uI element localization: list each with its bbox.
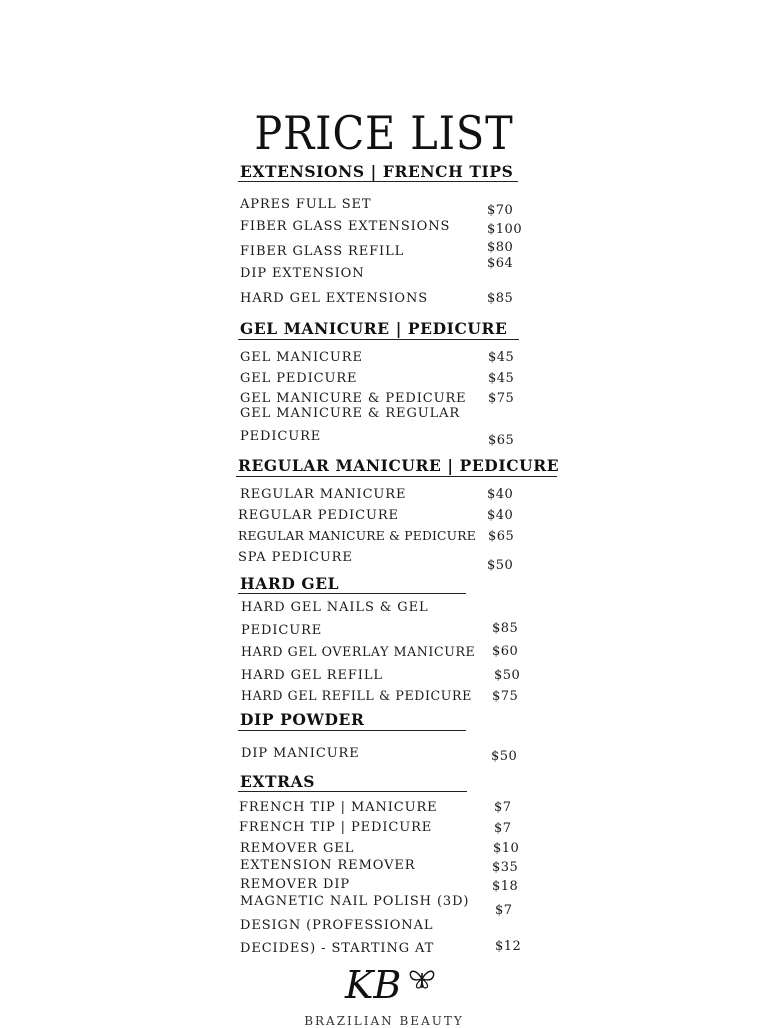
menu-item-price: $60 bbox=[492, 644, 519, 659]
menu-item-name: FIBER GLASS REFILL bbox=[240, 244, 405, 259]
menu-item-name: HARD GEL EXTENSIONS bbox=[240, 291, 429, 306]
menu-item-name: SPA PEDICURE bbox=[238, 550, 353, 565]
menu-item-price: $7 bbox=[494, 800, 512, 815]
section-heading-hard-gel: HARD GEL bbox=[240, 574, 340, 593]
menu-item-price: $50 bbox=[491, 749, 518, 764]
menu-item-name: HARD GEL OVERLAY MANICURE bbox=[241, 644, 476, 659]
menu-item-price: $50 bbox=[494, 668, 521, 683]
menu-item-name: DESIGN (PROFESSIONAL bbox=[240, 918, 434, 933]
menu-item-name-line2: DECIDES) - STARTING AT bbox=[240, 941, 435, 956]
section-divider bbox=[238, 593, 466, 594]
section-divider bbox=[238, 730, 466, 731]
section-divider bbox=[236, 476, 557, 477]
menu-item-price: $75 bbox=[492, 689, 519, 704]
menu-item-name: DIP EXTENSION bbox=[240, 266, 365, 281]
menu-item-name: REMOVER GEL bbox=[240, 841, 355, 856]
butterfly-icon bbox=[407, 966, 437, 992]
menu-item-price: $7 bbox=[494, 821, 512, 836]
menu-item-price: $18 bbox=[492, 879, 519, 894]
menu-item-name: REMOVER DIP bbox=[240, 877, 351, 892]
menu-item-name: HARD GEL REFILL & PEDICURE bbox=[241, 688, 472, 703]
menu-item-price: $65 bbox=[488, 433, 515, 448]
section-divider bbox=[238, 339, 519, 340]
menu-item-name: HARD GEL NAILS & GEL bbox=[241, 600, 429, 615]
menu-item-price: $70 bbox=[487, 203, 514, 218]
logo-monogram: KB bbox=[345, 963, 402, 1007]
menu-item-name: EXTENSION REMOVER bbox=[240, 858, 416, 873]
section-heading-gel: GEL MANICURE | PEDICURE bbox=[240, 319, 508, 338]
menu-item-name: GEL MANICURE & PEDICURE bbox=[240, 391, 467, 406]
menu-item-name: FIBER GLASS EXTENSIONS bbox=[240, 219, 451, 234]
menu-item-price: $12 bbox=[495, 939, 522, 954]
menu-item-name: REGULAR PEDICURE bbox=[238, 508, 399, 523]
menu-item-price: $65 bbox=[488, 529, 515, 544]
menu-item-name: FRENCH TIP | PEDICURE bbox=[239, 820, 433, 835]
menu-item-price: $80 bbox=[487, 240, 514, 255]
section-divider bbox=[238, 791, 467, 792]
section-heading-extras: EXTRAS bbox=[240, 772, 316, 791]
menu-item-price: $45 bbox=[488, 371, 515, 386]
menu-item-name: MAGNETIC NAIL POLISH (3D) bbox=[240, 894, 470, 909]
page-title: PRICE LIST bbox=[254, 106, 514, 160]
menu-item-price: $64 bbox=[487, 256, 514, 271]
menu-item-name: REGULAR MANICURE bbox=[240, 487, 407, 502]
menu-item-price: $85 bbox=[487, 291, 514, 306]
section-divider bbox=[238, 181, 518, 182]
menu-item-price: $40 bbox=[487, 487, 514, 502]
section-heading-regular: REGULAR MANICURE | PEDICURE bbox=[238, 456, 560, 475]
menu-item-name: HARD GEL REFILL bbox=[241, 668, 383, 683]
section-heading-extensions: EXTENSIONS | FRENCH TIPS bbox=[240, 162, 514, 181]
menu-item-price: $85 bbox=[492, 621, 519, 636]
menu-item-name: GEL MANICURE bbox=[240, 350, 363, 365]
menu-item-price: $45 bbox=[488, 350, 515, 365]
menu-item-name: DIP MANICURE bbox=[241, 746, 360, 761]
menu-item-name: GEL MANICURE & REGULAR bbox=[240, 406, 461, 421]
section-heading-dip-powder: DIP POWDER bbox=[240, 710, 365, 729]
menu-item-price: $50 bbox=[487, 558, 514, 573]
menu-item-name-line2: PEDICURE bbox=[241, 623, 323, 638]
menu-item-name: REGULAR MANICURE & PEDICURE bbox=[238, 529, 476, 543]
menu-item-name: GEL PEDICURE bbox=[240, 371, 358, 386]
menu-item-price: $7 bbox=[495, 903, 513, 918]
menu-item-price: $40 bbox=[487, 508, 514, 523]
brand-name: BRAZILIAN BEAUTY bbox=[304, 1014, 464, 1028]
menu-item-price: $35 bbox=[492, 860, 519, 875]
menu-item-name: APRES FULL SET bbox=[240, 197, 372, 212]
menu-item-name-line2: PEDICURE bbox=[240, 429, 322, 444]
logo bbox=[345, 963, 401, 1007]
menu-item-price: $100 bbox=[487, 222, 523, 237]
menu-item-price: $75 bbox=[488, 391, 515, 406]
menu-item-price: $10 bbox=[493, 841, 520, 856]
menu-item-name: FRENCH TIP | MANICURE bbox=[239, 800, 438, 815]
